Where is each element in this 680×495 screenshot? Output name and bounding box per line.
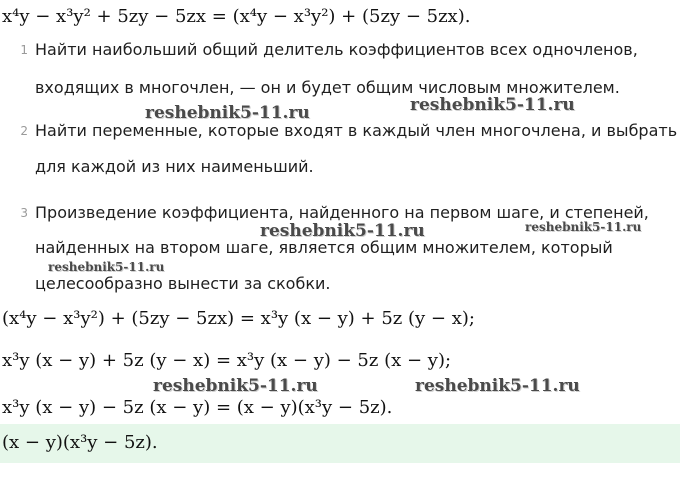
watermark: reshebnik5-11.ru xyxy=(260,221,425,241)
step-2-line-2: для каждой из них наименьший. xyxy=(35,157,314,176)
step-3-line-3: целесообразно вынести за скобки. xyxy=(35,274,331,293)
step-number-2: 2 xyxy=(20,124,28,138)
step-number-3: 3 xyxy=(20,206,28,220)
equation-line-2: (x⁴y − x³y²) + (5zy − 5zx) = x³y (x − y) + 5z (y − x); xyxy=(2,308,475,329)
step-3-line-1: Произведение коэффициента, найденного на первом шаге, и степеней, xyxy=(35,203,649,222)
watermark: reshebnik5-11.ru xyxy=(153,376,318,396)
equation-line-4: x³y (x − y) − 5z (x − y) = (x − y)(x³y − 5z). xyxy=(2,397,393,418)
watermark: reshebnik5-11.ru xyxy=(145,103,310,123)
watermark: reshebnik5-11.ru xyxy=(48,260,165,274)
step-2-line-1: Найти переменные, которые входят в каждый член многочлена, и выбрать xyxy=(35,121,678,140)
watermark: reshebnik5-11.ru xyxy=(415,376,580,396)
watermark: reshebnik5-11.ru xyxy=(525,220,642,234)
answer: (x − y)(x³y − 5z). xyxy=(2,432,158,453)
equation-line-3: x³y (x − y) + 5z (y − x) = x³y (x − y) − 5z (x − y); xyxy=(2,350,452,371)
step-1-line-1: Найти наибольший общий делитель коэффициентов всех одночленов, xyxy=(35,40,638,59)
watermark: reshebnik5-11.ru xyxy=(410,95,575,115)
step-1-line-2: входящих в многочлен, — он и будет общим числовым множителем. xyxy=(35,78,620,97)
step-3-line-2: найденных на втором шаге, является общим множителем, который xyxy=(35,238,613,257)
equation-line-1: x⁴y − x³y² + 5zy − 5zx = (x⁴y − x³y²) + (5zy − 5zx). xyxy=(2,6,471,27)
step-number-1: 1 xyxy=(20,43,28,57)
